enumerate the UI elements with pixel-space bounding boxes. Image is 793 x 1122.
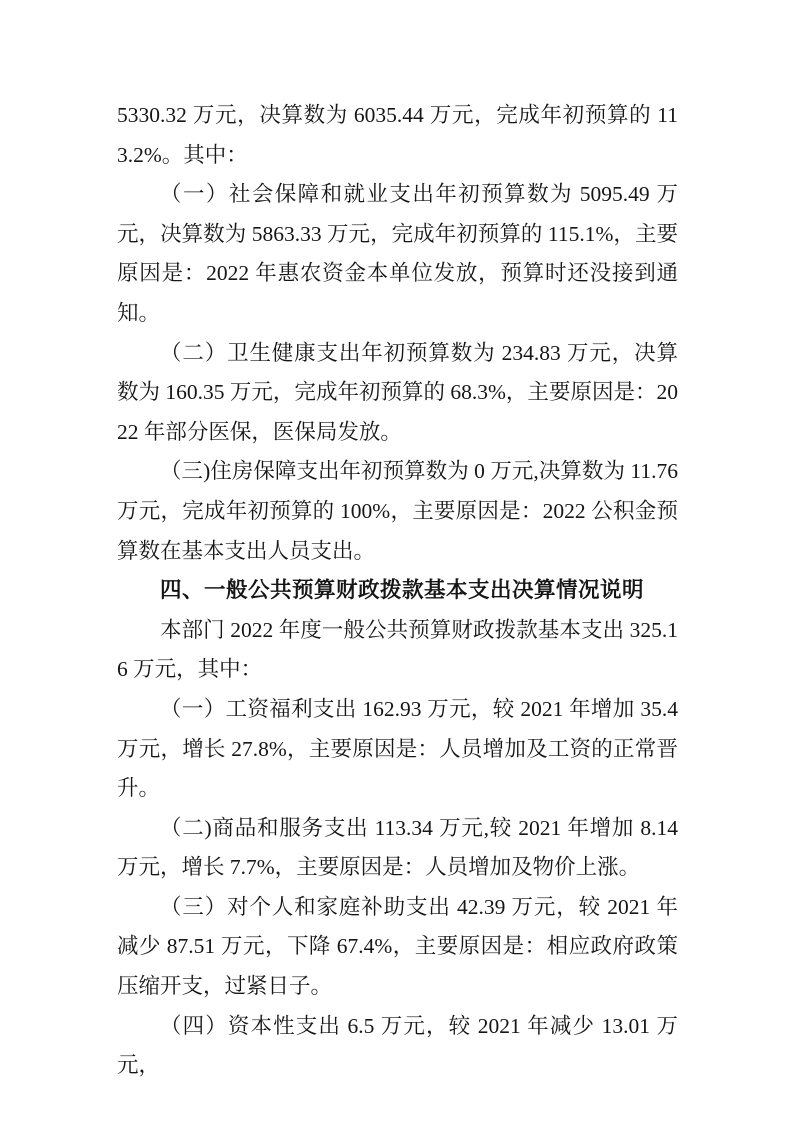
document-body: [117, 96, 678, 1086]
paragraph: （三)住房保障支出年初预算数为 0 万元,决算数为 11.76 万元，完成年初预算的 100%，主要原因是：2022 公积金预算数在基本支出人员支出。: [117, 459, 678, 563]
paragraph: （一）社会保障和就业支出年初预算数为 5095.49 万元，决算数为 5863.33 万元，完成年初预算的 115.1%，主要原因是：2022 年惠农资金本单位发放，预算时还没接到通知。: [117, 182, 678, 325]
section-heading: 四、一般公共预算财政拨款基本支出决算情况说明: [160, 578, 645, 603]
paragraph: （三）对个人和家庭补助支出 42.39 万元，较 2021 年减少 87.51 万元，下降 67.4%，主要原因是：相应政府政策压缩开支，过紧日子。: [117, 894, 678, 999]
paragraph: 5330.32 万元，决算数为 6035.44 万元，完成年初预算的 113.2%。其中：: [117, 103, 678, 167]
paragraph: （二）卫生健康支出年初预算数为 234.83 万元，决算数为 160.35 万元，完成年初预算的 68.3%，主要原因是：2022 年部分医保，医保局发放。: [117, 340, 678, 444]
paragraph: （四）资本性支出 6.5 万元，较 2021 年减少 13.01 万元，: [117, 1013, 678, 1078]
paragraph: （一）工资福利支出 162.93 万元，较 2021 年增加 35.4 万元，增长 27.8%，主要原因是：人员增加及工资的正常晋升。: [117, 696, 678, 801]
paragraph: （二)商品和服务支出 113.34 万元,较 2021 年增加 8.14 万元，增长 7.7%，主要原因是：人员增加及物价上涨。: [117, 815, 678, 880]
paragraph: 本部门 2022 年度一般公共预算财政拨款基本支出 325.16 万元，其中：: [117, 617, 678, 682]
